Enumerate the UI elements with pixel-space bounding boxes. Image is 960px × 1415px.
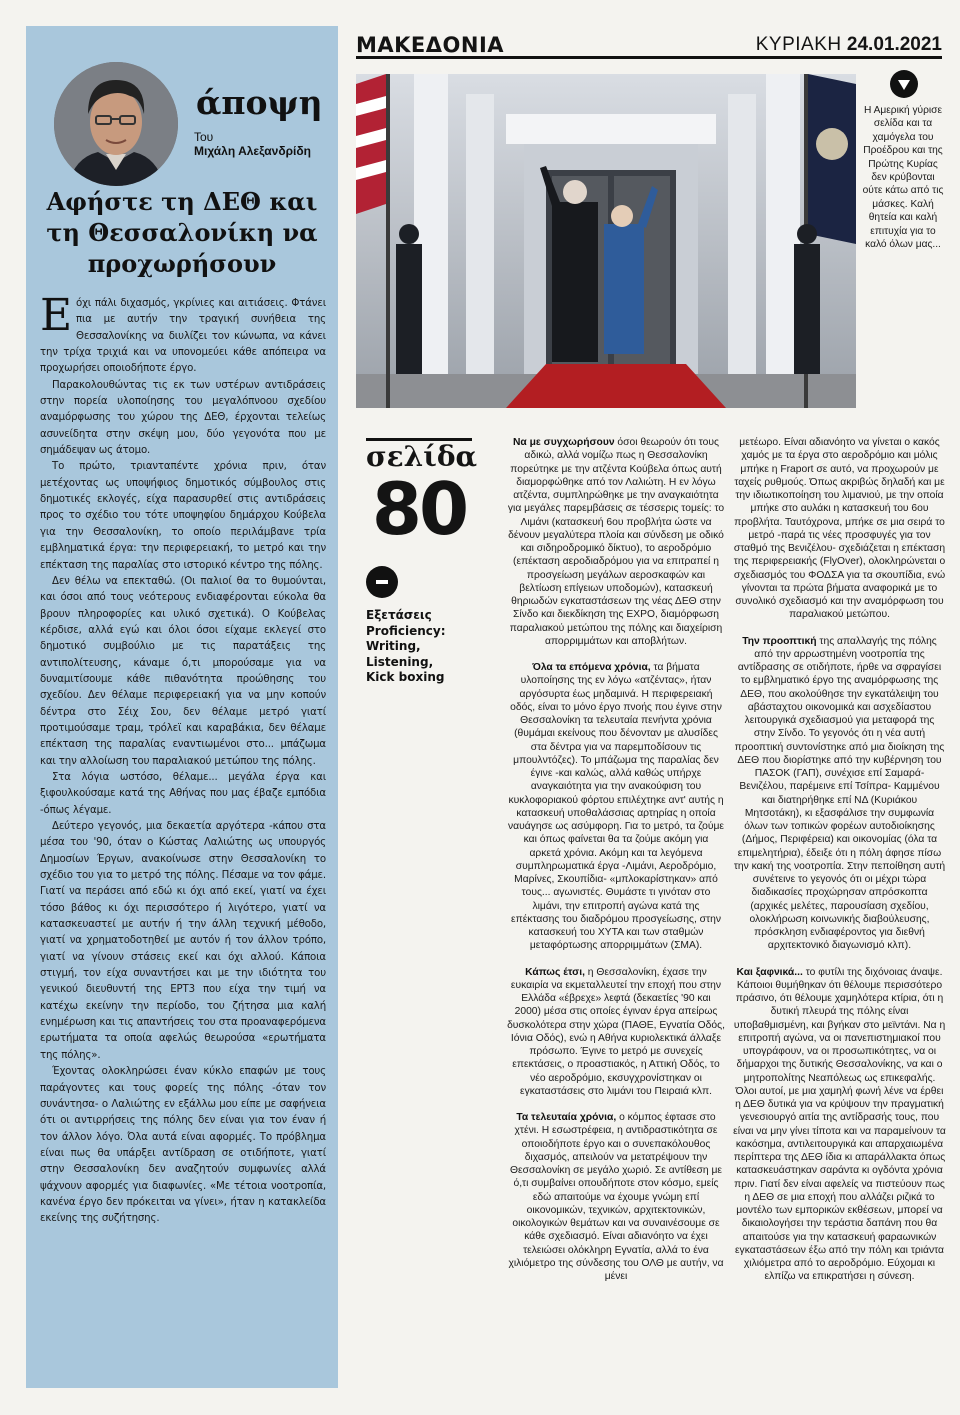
opinion-paragraph: Το πρώτο, τριανταπέντε χρόνια πριν, όταν μετέχοντας ως υποψήφιος δημοτικός σύμβουλος στις δημοτικές εκλογές, είχα παρασυρθεί στις αντιδράσεις προς το σχέδιο του τότε υποψηφίου δημάρχου Κούβελα για την Θεσσαλονίκη, το οποίο περιλάμβανε τρία εμβληματικά έργα: την περιφερειακή, το μετρό και την επέκταση της παραλίας στο ιστορικό κέντρο της πόλης. [40,461,326,571]
byline [194,130,311,158]
byline-prefix: Του [194,130,214,144]
masthead [356,33,942,59]
opinion-paragraph: Παρακολουθώντας τις εκ των υστέρων αντιδράσεις στην πορεία υλοποίησης του μεγαλόπνοου σχεδίου αναμόρφωσης του χώρου της ΔΕΘ, έρχονται τελείως ασυνείδητα στην σκέψη μου, δύο γεγονότα που με σημάδεψαν ως άτομο. [40,379,326,457]
paragraph-text: όσοι θεωρούν ότι τους αδικώ, αλλά νομίζω πως η Θεσσαλονίκη πορεύτηκε με την ατζέντα Κούβελα όπως αυτή διαμορφώθηκε από τον Λαλιώτη. Η εν λόγω ατζέντα, συμπληρώθηκε με την αναγκαιότητα για μεγάλες παρεμβάσεις σε τέσσερις τομείς: το Λιμάνι (κατασκευή 6ου προβλήτα ώστε να δένουν μεγαλύτερα πλοία και σύνδεση με οδικό και σιδηροδρομικό δίκτυο), το αεροδρόμιο (επέκταση αεροδιαδρόμου για να επιτραπεί η προσγείωση μεγάλων αεροσκαφών και βελτίωση επίγειων υποδομών), κατασκευή θηριωδών εγκαταστάσεων της νέας ΔΕΘ στην Σίνδο και διεκδίκηση της ΕΧΡΟ, διαμόρφωση παραλιακού μετώπου της πόλης και διαχείριση απορριμμάτων και αποβλήτων. [507,437,725,647]
article-paragraph [733,635,946,953]
first-paragraph-text: όχι πάλι διχασμός, γκρίνιες και αιτιάσεις. Φτάνει πια με αυτήν την τραγική συνήθεια της Θεσσαλονίκης να διυλίζει τον κώνωπα, να κάνει την τρίχα τριχιά και να υπονομεύει κάθε απόπειρα να προχωρήσει οποιοδήποτε έργο. [40,298,326,375]
down-triangle-icon [890,70,918,98]
opinion-paragraph: Δεύτερο γεγονός, μια δεκαετία αργότερα -κάπου στα μέσα του '90, όταν ο Κώστας Λαλιώτης ως υπουργός Δημοσίων Έργων, ανακοίνωσε στην Θεσσαλονίκη το σχέδιο του για το μετρό της πόλης. Πέσαμε να τον φάμε. Γιατί να περάσει από εδώ κι όχι από εκεί, γιατί να έχει τόσο βάθος κι όχι περισσότερο ή λιγότερο, γιατί να κατασκευαστεί με αυτήν ή την άλλη τεχνική μέθοδο, γιατί να χρηματοδοτηθεί με αυτόν ή τον άλλον τρόπο, γιατί να γίνουν στάσεις εκεί και όχι αλλού. Κάποια στιγμή, τον είχα συναντήσει και με την ιδιότητα του γενικού διευθυντή της ΕΡΤ3 που είχα την τιμή να κατέχω εκείνην την περίοδο, του ζήτησα μια καλή ενημέρωση και τις απαντήσεις του στα προαναφερόμενα ερωτήματα τα οποία αφελώς θεωρούσα «ερωτήματα της πόλης». [40,821,326,1061]
article-column-2 [733,436,946,1297]
paragraph-text: μετέωρο. Είναι αδιανόητο να γίνεται ο κακός χαμός με τα έργα στο αεροδρόμιο και μόλις μπήκε η Fraport σε αυτό, να προχωρούν με ταχείς ρυθμούς. Όπως ακριβώς δηλαδή και με την ιδιωτικοποίηση του λιμανιού, με την οποία μπήκε στο αυλάκι η κατασκευή του 6ου προβλήτα. Ταυτόχρονα, μπήκε σε μια σειρά το μετρό -παρά τις νέες προσφυγές για τον σταθμό της Βενιζέλου- σχεδιάζεται η επέκταση της περιφερειακής (FlyOver), ολοκληρώνεται ο σχεδιασμός του ΦΟΔΣΑ για τα σκουπίδια, ενώ γίνονται τα πρώτα βήματα αναφορικά με το συνολικό σχεδιασμό και την αναμόρφωση του παραλιακού μετώπου. [733,437,946,621]
inauguration-photo [356,74,856,408]
opinion-paragraph [40,290,326,378]
photo-caption: Η Αμερική γύρισε σελίδα και τα χαμόγελα του Προέδρου και της Πρώτης Κυρίας δεν κρύβονται ούτε κάτω από τις μάσκες. Καλή θητεία και καλή επιτυχία για το καλό όλων μας... [862,105,944,251]
section-name: ΜΑΚΕΔΟΝΙΑ [356,33,505,57]
paragraph-text: ο κόμπος έφτασε στο χτένι. Η εσωστρέφεια, η αντιδραστικότητα σε οποιοδήποτε έργο και ο συνεπακόλουθος διχασμός, απειλούν να μετατρέψουν την Θεσσαλονίκη σε μεγάλο χωριό. Σε αντίθεση με ό,τι συμβαίνει οπουδήποτε στον κόσμο, εμείς εδώ απαιτούμε να έχουμε γνώμη επί οικονομικών, τεχνικών, αρχιτεκτονικών, οικολογικών θεμάτων και να συναινέσουμε σε κάθε σχεδιασμό. Είναι αδιανόητο να έχει τελειώσει ολόκληρη Εγνατία, αλλά το ένα χιλιόμετρο της σύνδεσης του ΟΛΘ με αυτήν, να μένει [508,1112,724,1282]
article-column-1 [507,436,725,1296]
teaser-line: Proficiency: [366,623,446,638]
paragraph-lead: Όλα τα επόμενα χρόνια, [532,662,651,673]
opinion-label: άποψη [196,83,323,122]
paragraph-lead: Τα τελευταία χρόνια, [516,1112,617,1123]
photo-caption-box [862,70,944,251]
teaser-label: σελίδα [366,440,478,473]
teaser-contents [366,608,476,686]
opinion-paragraph: Έχοντας ολοκληρώσει έναν κύκλο επαφών με τους παράγοντες και τους φορείς της πόλης -όταν τον συνάντησα- ο Λαλιώτης εν εξάλλω μου είπε με σαφήνεια ότι οι αντιρρήσεις της πόλης δεν είναι για τον έναν ή τον άλλον λόγο. Όλα αυτά είναι αφορμές. Το πρόβλημα είναι πως θα υπάρξει αντίδραση σε οτιδήποτε, γιατί στην Θεσσαλονίκη δεν αναζητούν συμφωνίες αλλά ψάχνουν αφορμές για διαφωνίες. «Με τέτοια νοοτροπία, κανένα έργο δεν πρόκειται να γίνει», ήταν η κατακλείδα εκείνης της συζήτησης. [40,1066,326,1225]
author-portrait [54,62,178,186]
opinion-headline: Αφήστε τη ΔΕΘ και τη Θεσσαλονίκη να προχωρήσουν [46,187,318,278]
issue-date [756,33,942,57]
paragraph-text: της απαλλαγής της πόλης από την αρρωστημένη νοοτροπία της αντίδρασης σε οτιδήποτε, ήρθε να σφραγίσει το εμβληματικό έργο της αναμόρφωσης της ΔΕΘ, που ακολούθησε την εγκατάλειψη του αβάσταχτου οικονομικά και ασχεδίαστου λειτουργικά σχεδιασμού για μεταφορά της στην Σίνδο. Το γεγονός ότι η νέα αυτή προοπτική συντονίστηκε από μια διοίκηση της ΔΕΘ που διορίστηκε από την κυβέρνηση του ΠΑΣΟΚ (ΓΑΠ), συνέχισε επί Σαμαρά- Βενιζέλου, παρέμεινε επί Τσίπρα- Καμμένου και διατηρήθηκε επί ΝΔ (Κυριάκου Μητσοτάκη), κι εξασφάλισε την συμφωνία όλων των τοπικών φορέων αυτοδιοίκησης (Δήμος, Περιφέρεια) και οικονομίας (όλα τα επιμελητήρια), έδειξε ότι η πόλη άφησε πίσω την κακή της νοοτροπία. Στην πεποίθηση αυτή συνέτεινε το γεγονός ότι οι μέχρι τώρα διαδικασίες προχώρησαν απρόσκοπτα (αρχικές μελέτες, παρουσίαση σχεδίου, ολοκλήρωση κοινωνικής διαβούλευσης, πρόσκληση ενδιαφέροντος για διεθνή αρχιτεκτονικό διαγωνισμό κλπ). [733,635,946,952]
article-paragraph [507,966,725,1099]
opinion-paragraph: Στα λόγια ωστόσο, θέλαμε... μεγάλα έργα και ξιφουλκούσαμε κατά της Αθήνας που μας έβαζε εμπόδια -όπως λέγαμε. [40,771,326,816]
opinion-paragraph: Δεν θέλω να επεκταθώ. (Οι παλιοί θα το θυμούνται, και όσοι από τους νεότερους ενδιαφέρονται εύκολα θα βρουν πληροφορίες και υλικό σχετικά). Ο Κούβελας κέρδισε, αλλά εγώ και όλοι όσοι είχαμε εκλεγεί στο δημοτικό συμβούλιο με τις παρατάξεις της αντιπολίτευσης, κάναμε ό,τι μπορούσαμε για να δυναμιτίσουμε κάθε πιθανότητα προώθησης του σχεδίου. Δεν θέλαμε περιφερειακή για να μην κοπούν δέντρα στο Σέιχ Σου, δεν θέλαμε μετρό γιατί προτιμούσαμε τραμ, τρόλεϊ και καραβάκια, δεν θέλαμε επέκταση της παραλίας εναντιωμένοι στο... μπάζωμα και την αλλοίωση του παραλιακού μετώπου της πόλης. [40,575,326,767]
article-paragraph [733,966,946,1284]
teaser-line: Writing, [366,639,421,653]
minus-circle-icon [366,566,398,598]
author-name: Μιχάλη Αλεξανδρίδη [194,144,311,158]
drop-cap: Ε [40,290,72,341]
issue-day: ΚΥΡΙΑΚΗ [755,34,842,55]
paragraph-lead: Κάπως έτσι, [525,966,585,978]
article-paragraph [507,436,725,648]
article-paragraph [507,1111,725,1283]
inauguration-photo-illustration [356,74,856,408]
opinion-body [40,290,326,1228]
paragraph-text: τα βήματα υλοποίησης της εν λόγω «ατζέντας», ήταν αργόσυρτα έως μηδαμινά. Η περιφερειακή οδός, είναι το μόνο έργο πνοής που έγινε στην Θεσσαλονίκη τα τελευταία πενήντα χρόνια (θυμάμαι εκείνους που δένονταν με αλυσίδες στα δέντρα για να παρεμποδίσουν τις μπουλντόζες). Το μπάζωμα της παραλίας δεν έγινε -και καλώς, αλλά καθώς υπήρχε αναγκαιότητα για την ανακούφιση του κυκλοφοριακού φόρτου επιλέχτηκε αντ' αυτής η κατασκευή υποθαλάσσιας αρτηρίας η οποία ναυάγησε ως ασύμφορη. Για το μετρό, τα ζούμε και όπως φαίνεται θα τα ζούμε ακόμη για αρκετά χρόνια. Ακόμη και τα λεγόμενα συμπληρωματικά έργα -Λιμάνι, Αεροδρόμιο, Μαρίνες, Σκουπίδια- «μπλοκαρίστηκαν» από τους... αγωνιστές. Θυμάστε τι γινόταν στο λιμάνι, την επιτροπή αγώνα κατά της επέκτασης του διαδρόμου προσγείωσης, στην κατασκευή του ΧΥΤΑ και των σταθμών μεταφόρτωσης απορριμμάτων (ΣΜΑ). [507,662,724,952]
article-paragraph [507,661,725,953]
opinion-column [26,26,338,1388]
author-portrait-illustration [54,62,178,186]
paragraph-lead: Την προοπτική [742,635,817,647]
article-paragraph [733,436,946,622]
teaser-page-number[interactable]: 80 [371,467,467,551]
issue-date-value: 24.01.2021 [846,34,942,55]
teaser-line: Kick boxing [366,670,445,684]
paragraph-text: η Θεσσαλονίκη, έχασε την ευκαιρία να εκμεταλλευτεί την εποχή που στην Ελλάδα «έβρεχε» λεφτά (δεκαετίες '90 και 2000) μέσα στις οποίες έγιναν έργα απείρως δυσκολότερα στην χώρα (ΠΑΘΕ, Εγνατία Οδός, Ιόνια Οδός), ενώ η Αθήνα κυριολεκτικά άλλαξε πρόσωπο. Έγινε το μετρό με συνεχείς επεκτάσεις, ο προαστιακός, η Αττική Οδός, το νέο αεροδρόμιο, εκσυγχρονίστηκαν οι εγκαταστάσεις στο λιμάνι του Πειραιά κλπ. [507,966,725,1097]
teaser-line: Listening, [366,654,434,669]
paragraph-text: το φυτίλι της διχόνοιας άναψε. Κάποιοι θυμήθηκαν ότι θέλουμε περισσότερο πράσινο, ότι θέλουμε χαμηλότερα κτίρια, ότι η δυτική πλευρά της πόλης είναι υποβαθμισμένη, και βγήκαν στο μεϊντάνι. Να η επιτροπή αγώνα, να οι πανεπιστημιακοί που υπογράφουν, να οι προσωπικότητες, να οι δήμαρχοι της δυτικής Θεσσαλονίκης, να και ο μητροπολίτης Νεαπόλεως ως επικεφαλής. Όλοι αυτοί, με μια χαμηλή φωνή λένε να έρθει η ΔΕΘ δυτικά για να κρύψουν την πραγματική γενεσιουργό αιτία της αντίδρασής τους, που είναι να μην γίνει τίποτα και να παραμείνουν τα κακόσημα, αντιλειτουργικά και απαρχαιωμένα περίπτερα της ΔΕΘ ίδια κι απαράλλακτα όπως κατασκευάστηκαν σαράντα κι ογδόντα χρόνια πριν. Γιατί δεν είναι αφελείς να πιστεύουν πως η ΔΕΘ σε μια εποχή που αλλάζει ριζικά το μοντέλο των εμπορικών εκθέσεων, μπορεί να δικαιολογήσει την τεράστια δαπάνη που θα απαιτούσε για την κατασκευή φαραωνικών εγκαταστάσεων έξω από την πόλη και τριάντα χιλιόμετρα από το αεροδρόμιο. Εύχομαι κι ελπίζω να επικρατήσει η σύνεση. [733,966,946,1283]
paragraph-lead: Και ξαφνικά... [736,966,803,978]
teaser-line: Εξετάσεις [366,608,432,622]
paragraph-lead: Να με συγχωρήσουν [513,437,615,448]
